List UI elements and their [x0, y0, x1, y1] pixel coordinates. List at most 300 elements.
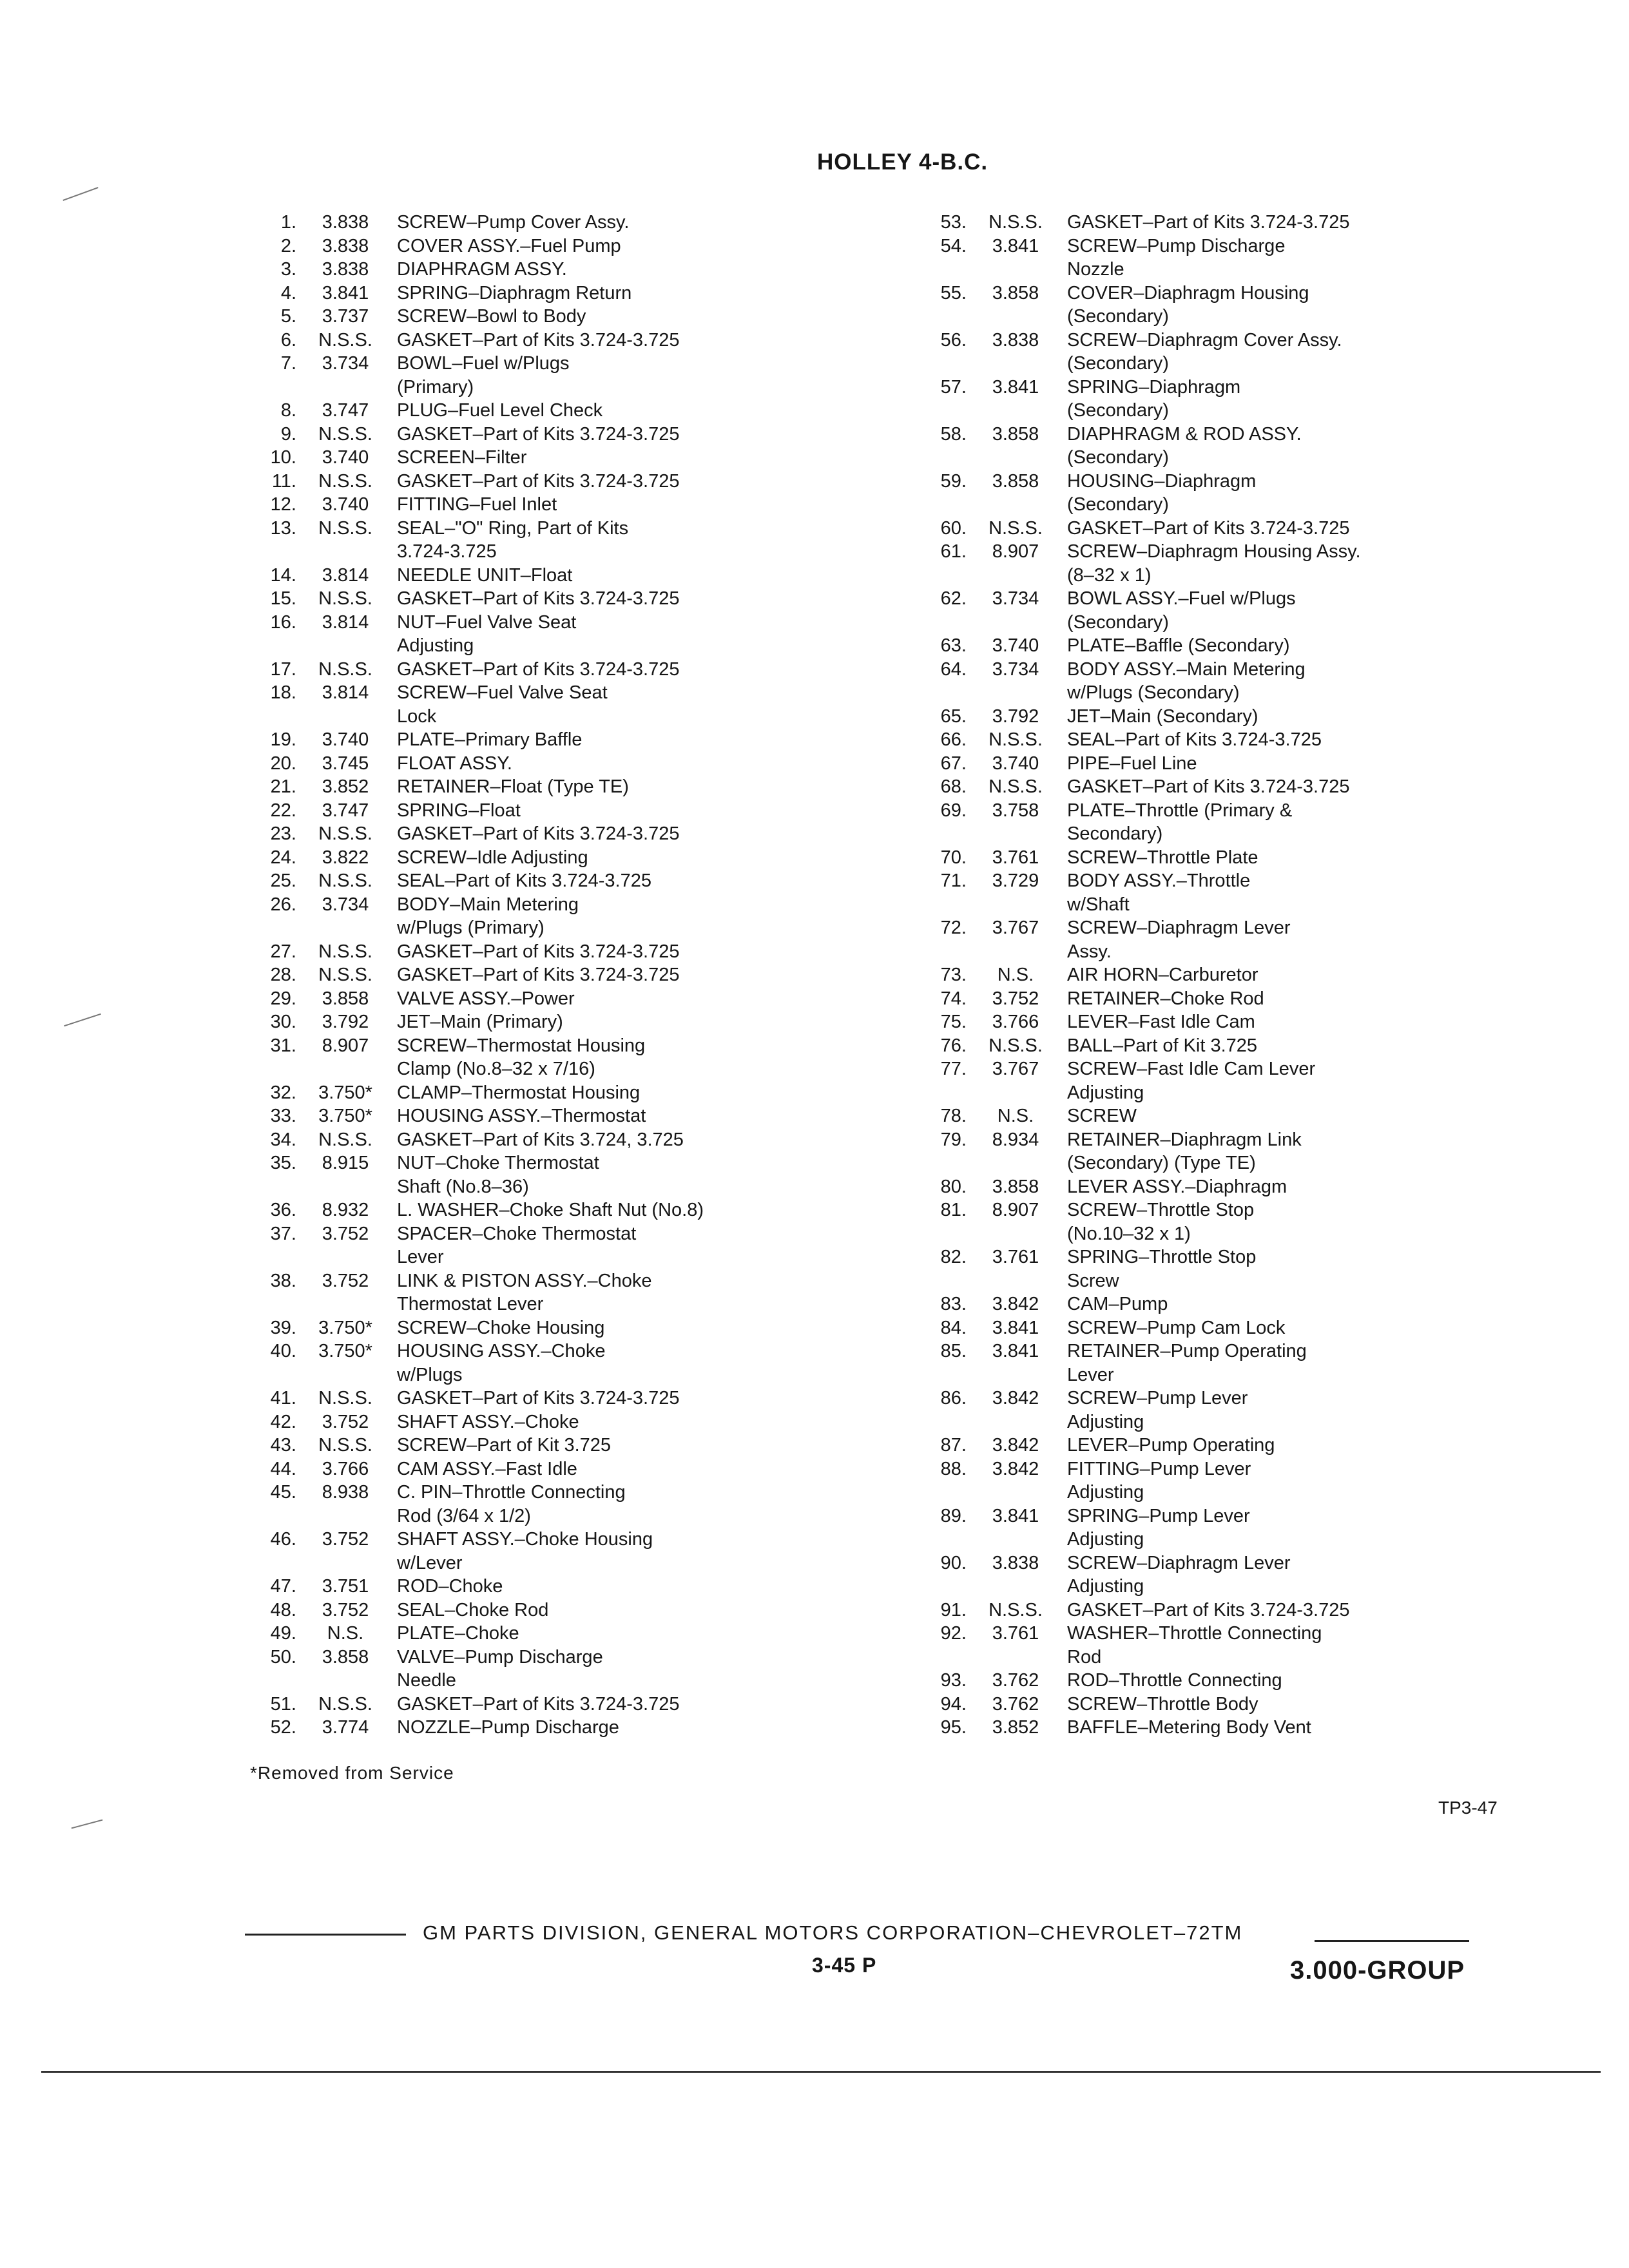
part-number: 11.: [271, 470, 296, 492]
part-entry: [902, 1198, 1547, 1245]
part-description: JET–Main (Primary): [397, 1012, 563, 1032]
part-number: 29.: [270, 988, 296, 1009]
part-entry: [232, 399, 876, 423]
part-number: 73.: [940, 965, 967, 985]
part-entry: [232, 1716, 876, 1740]
part-code: 3.792: [992, 706, 1039, 727]
part-number: 59.: [940, 470, 967, 492]
part-number: 18.: [270, 682, 296, 703]
part-code: 8.907: [992, 541, 1039, 562]
part-code: 3.752: [322, 1599, 369, 1620]
part-description: SPRING–Pump Lever Adjusting: [1067, 1505, 1250, 1550]
part-number: 41.: [270, 1388, 296, 1408]
part-code: 3.838: [322, 235, 369, 256]
part-entry: [232, 446, 876, 470]
part-code: 3.729: [992, 870, 1039, 891]
part-code: 3.766: [322, 1458, 369, 1479]
part-description: PLATE–Throttle (Primary & Secondary): [1067, 800, 1293, 844]
footnote: *Removed from Service: [250, 1763, 454, 1783]
part-description: SCREEN–Filter: [397, 447, 527, 468]
part-entry: [902, 1552, 1547, 1599]
part-code: 8.938: [322, 1482, 369, 1503]
part-code: N.S.S.: [318, 658, 372, 680]
scan-mark: [64, 1014, 101, 1026]
part-description: SCREW–Diaphragm Cover Assy. (Secondary): [1067, 329, 1342, 374]
part-code: 3.734: [992, 658, 1039, 680]
part-entry: [902, 869, 1547, 916]
part-description: GASKET–Part of Kits 3.724-3.725: [397, 941, 680, 962]
part-entry: [902, 235, 1547, 282]
part-number: 50.: [270, 1646, 296, 1667]
part-number: 16.: [270, 611, 296, 633]
part-code: N.S.S.: [318, 1388, 372, 1408]
part-description: SEAL–"O" Ring, Part of Kits 3.724-3.725: [397, 517, 629, 562]
part-description: SPRING–Diaphragm (Secondary): [1067, 376, 1241, 421]
part-entry: [902, 1669, 1547, 1693]
part-entry: [232, 587, 876, 611]
part-description: CAM–Pump: [1067, 1294, 1168, 1314]
part-entry: [232, 940, 876, 964]
part-description: GASKET–Part of Kits 3.724-3.725: [397, 329, 680, 351]
part-description: SCREW–Throttle Body: [1067, 1693, 1258, 1715]
part-number: 56.: [940, 329, 967, 351]
part-number: 4.: [280, 282, 296, 303]
part-entry: [232, 1481, 876, 1528]
part-code: 3.752: [322, 1270, 369, 1291]
part-description: PLUG–Fuel Level Check: [397, 400, 603, 421]
part-entry: [232, 1434, 876, 1457]
part-entry: [902, 1034, 1547, 1058]
part-entry: [902, 752, 1547, 776]
part-description: C. PIN–Throttle Connecting Rod (3/64 x 1/2): [397, 1482, 626, 1526]
part-description: L. WASHER–Choke Shaft Nut (No.8): [397, 1200, 704, 1220]
part-description: SEAL–Choke Rod: [397, 1599, 549, 1620]
part-number: 37.: [270, 1223, 296, 1244]
part-number: 52.: [270, 1717, 296, 1738]
part-number: 89.: [940, 1505, 967, 1526]
part-entry: [232, 329, 876, 352]
part-code: 3.752: [992, 988, 1039, 1009]
part-number: 91.: [940, 1599, 967, 1620]
part-code: N.S.: [997, 1106, 1034, 1126]
part-description: SPRING–Throttle Stop Screw: [1067, 1247, 1257, 1291]
part-number: 90.: [940, 1552, 967, 1573]
part-description: GASKET–Part of Kits 3.724-3.725: [397, 658, 680, 680]
part-description: LINK & PISTON ASSY.–Choke Thermostat Lever: [397, 1270, 652, 1314]
part-number: 30.: [270, 1012, 296, 1032]
part-code: N.S.S.: [318, 1435, 372, 1456]
part-number: 10.: [270, 447, 296, 468]
part-code: 3.838: [992, 1552, 1039, 1573]
part-number: 12.: [270, 494, 296, 515]
part-code: 8.932: [322, 1200, 369, 1220]
part-entry: [902, 423, 1547, 470]
part-description: GASKET–Part of Kits 3.724-3.725: [397, 1388, 680, 1408]
part-description: RETAINER–Choke Rod: [1067, 988, 1264, 1009]
part-number: 83.: [940, 1294, 967, 1314]
part-code: 3.858: [322, 1646, 369, 1667]
part-entry: [232, 423, 876, 447]
part-entry: [232, 611, 876, 658]
part-number: 81.: [940, 1200, 967, 1220]
part-description: HOUSING ASSY.–Choke w/Plugs: [397, 1341, 606, 1385]
part-entry: [902, 517, 1547, 541]
part-number: 60.: [940, 517, 967, 539]
page-title: HOLLEY 4-B.C.: [817, 149, 988, 175]
part-number: 64.: [940, 658, 967, 680]
part-description: BALL–Part of Kit 3.725: [1067, 1035, 1258, 1056]
part-number: 32.: [270, 1082, 296, 1103]
part-code: N.S.S.: [988, 776, 1043, 797]
part-entry: [902, 634, 1547, 658]
part-entry: [232, 258, 876, 282]
part-code: 3.750*: [318, 1341, 372, 1361]
part-number: 38.: [270, 1270, 296, 1291]
part-number: 51.: [270, 1693, 296, 1715]
bottom-rule: [41, 2071, 1601, 2073]
part-description: NUT–Choke Thermostat Shaft (No.8–36): [397, 1153, 599, 1197]
part-number: 34.: [270, 1129, 296, 1150]
part-description: CAM ASSY.–Fast Idle: [397, 1458, 577, 1479]
part-entry: [232, 987, 876, 1011]
part-entry: [902, 587, 1547, 634]
part-entry: [232, 1693, 876, 1716]
part-description: SCREW–Pump Lever Adjusting: [1067, 1388, 1248, 1432]
part-description: ROD–Throttle Connecting: [1067, 1670, 1282, 1691]
part-entry: [902, 1175, 1547, 1199]
part-description: FLOAT ASSY.: [397, 753, 512, 774]
part-number: 25.: [270, 870, 296, 891]
part-code: 3.838: [322, 212, 369, 233]
part-code: 3.740: [992, 635, 1039, 656]
part-description: NOZZLE–Pump Discharge: [397, 1717, 619, 1738]
part-code: 3.740: [322, 447, 369, 468]
part-number: 86.: [940, 1388, 967, 1408]
part-number: 1.: [280, 212, 296, 233]
part-code: 3.752: [322, 1223, 369, 1244]
part-code: 3.751: [322, 1576, 369, 1597]
part-code: 3.750*: [318, 1106, 372, 1126]
part-entry: [902, 1316, 1547, 1340]
part-entry: [902, 1716, 1547, 1740]
part-description: GASKET–Part of Kits 3.724-3.725: [397, 470, 680, 492]
part-code: 3.842: [992, 1435, 1039, 1456]
part-entry: [902, 658, 1547, 705]
part-description: GASKET–Part of Kits 3.724-3.725: [1067, 517, 1350, 539]
part-entry: [902, 705, 1547, 729]
part-code: N.S.: [997, 965, 1034, 985]
part-description: SHAFT ASSY.–Choke Housing w/Lever: [397, 1529, 653, 1573]
part-code: N.S.: [327, 1623, 364, 1644]
part-number: 2.: [280, 235, 296, 256]
part-entry: [232, 658, 876, 682]
part-number: 57.: [940, 376, 967, 398]
part-entry: [902, 1504, 1547, 1552]
part-description: RETAINER–Float (Type TE): [397, 776, 629, 797]
part-entry: [902, 846, 1547, 870]
part-code: 3.852: [322, 776, 369, 797]
part-code: 3.737: [322, 306, 369, 327]
part-code: 3.767: [992, 1059, 1039, 1079]
part-number: 72.: [940, 918, 967, 938]
part-description: PLATE–Primary Baffle: [397, 729, 583, 750]
part-number: 82.: [940, 1247, 967, 1267]
part-number: 63.: [940, 635, 967, 656]
part-code: 3.762: [992, 1693, 1039, 1715]
part-number: 61.: [940, 541, 967, 562]
part-entry: [902, 963, 1547, 987]
part-number: 24.: [270, 847, 296, 868]
part-description: BODY ASSY.–Main Metering w/Plugs (Secondary): [1067, 658, 1306, 703]
part-entry: [232, 1646, 876, 1693]
part-code: 3.734: [322, 894, 369, 915]
part-code: N.S.S.: [318, 423, 372, 445]
part-description: BODY ASSY.–Throttle w/Shaft: [1067, 870, 1251, 915]
part-number: 48.: [270, 1599, 296, 1620]
part-description: NEEDLE UNIT–Float: [397, 564, 573, 586]
part-description: GASKET–Part of Kits 3.724-3.725: [1067, 212, 1350, 233]
part-number: 47.: [270, 1576, 296, 1597]
part-code: 3.740: [322, 729, 369, 750]
part-description: GASKET–Part of Kits 3.724-3.725: [1067, 1599, 1350, 1620]
part-entry: [902, 1693, 1547, 1716]
part-description: SEAL–Part of Kits 3.724-3.725: [1067, 729, 1322, 750]
part-entry: [232, 1340, 876, 1387]
part-code: 3.841: [992, 376, 1039, 398]
part-code: N.S.S.: [988, 517, 1043, 539]
part-description: SCREW–Diaphragm Housing Assy. (8–32 x 1): [1067, 541, 1361, 586]
part-number: 45.: [270, 1482, 296, 1503]
part-entry: [232, 1316, 876, 1340]
part-entry: [902, 1599, 1547, 1622]
document-reference: TP3-47: [1438, 1798, 1498, 1818]
part-number: 95.: [940, 1717, 967, 1738]
part-description: AIR HORN–Carburetor: [1067, 965, 1258, 985]
part-number: 21.: [270, 776, 296, 797]
part-code: N.S.S.: [988, 729, 1043, 750]
part-number: 40.: [270, 1341, 296, 1361]
part-number: 68.: [940, 776, 967, 797]
part-code: N.S.S.: [318, 941, 372, 962]
part-code: 8.934: [992, 1129, 1039, 1150]
part-code: 3.841: [992, 235, 1039, 256]
part-entry: [232, 1622, 876, 1646]
part-description: WASHER–Throttle Connecting Rod: [1067, 1623, 1322, 1667]
part-description: LEVER ASSY.–Diaphragm: [1067, 1176, 1287, 1197]
part-description: SCREW–Part of Kit 3.725: [397, 1435, 612, 1456]
part-code: 3.858: [992, 423, 1039, 445]
part-code: 3.762: [992, 1670, 1039, 1691]
part-number: 27.: [270, 941, 296, 962]
part-description: FITTING–Pump Lever Adjusting: [1067, 1458, 1251, 1503]
part-entry: [232, 352, 876, 399]
part-description: SCREW–Fuel Valve Seat Lock: [397, 682, 608, 727]
part-description: RETAINER–Pump Operating Lever: [1067, 1341, 1307, 1385]
part-description: GASKET–Part of Kits 3.724-3.725: [397, 823, 680, 844]
part-entry: [232, 681, 876, 728]
part-entry: [232, 846, 876, 870]
part-number: 58.: [940, 423, 967, 445]
part-description: PLATE–Choke: [397, 1623, 519, 1644]
part-code: 3.745: [322, 753, 369, 774]
part-code: 3.758: [992, 800, 1039, 821]
part-description: VALVE ASSY.–Power: [397, 988, 575, 1009]
part-description: DIAPHRAGM & ROD ASSY. (Secondary): [1067, 423, 1302, 468]
scan-mark: [63, 187, 98, 201]
part-number: 3.: [280, 259, 296, 280]
part-description: GASKET–Part of Kits 3.724-3.725: [397, 1693, 680, 1715]
part-entry: [232, 211, 876, 235]
part-number: 20.: [270, 753, 296, 774]
part-description: SHAFT ASSY.–Choke: [397, 1411, 579, 1432]
part-description: SCREW–Bowl to Body: [397, 306, 586, 327]
part-code: 3.740: [992, 753, 1039, 774]
part-code: 3.858: [992, 282, 1039, 303]
part-code: N.S.S.: [318, 965, 372, 985]
part-description: SCREW–Diaphragm Lever Assy.: [1067, 918, 1291, 962]
part-code: N.S.S.: [318, 1693, 372, 1715]
part-code: N.S.S.: [988, 1035, 1043, 1056]
part-entry: [232, 1575, 876, 1599]
part-description: SCREW–Idle Adjusting: [397, 847, 588, 868]
part-description: GASKET–Part of Kits 3.724-3.725: [397, 588, 680, 609]
part-entry: [902, 1434, 1547, 1457]
part-number: 88.: [940, 1458, 967, 1479]
part-entry: [232, 1104, 876, 1128]
part-description: DIAPHRAGM ASSY.: [397, 259, 567, 280]
part-entry: [232, 775, 876, 799]
part-number: 75.: [940, 1012, 967, 1032]
part-entry: [902, 1293, 1547, 1316]
part-entry: [232, 1222, 876, 1269]
part-code: 3.750*: [318, 1317, 372, 1338]
part-number: 8.: [280, 400, 296, 421]
part-entry: [902, 1387, 1547, 1434]
part-number: 15.: [270, 588, 296, 609]
part-code: 3.842: [992, 1294, 1039, 1314]
part-description: ROD–Choke: [397, 1576, 503, 1597]
part-number: 42.: [270, 1411, 296, 1432]
part-number: 22.: [270, 800, 296, 821]
part-number: 19.: [270, 729, 296, 750]
parts-list-right: [902, 211, 1547, 1740]
part-number: 79.: [940, 1129, 967, 1150]
part-description: SCREW–Fast Idle Cam Lever Adjusting: [1067, 1059, 1316, 1103]
part-number: 28.: [270, 965, 296, 985]
part-entry: [232, 963, 876, 987]
part-description: HOUSING ASSY.–Thermostat: [397, 1106, 646, 1126]
part-entry: [232, 1387, 876, 1410]
part-code: N.S.S.: [318, 517, 372, 539]
part-description: SCREW–Choke Housing: [397, 1317, 605, 1338]
part-entry: [902, 540, 1547, 587]
part-entry: [232, 822, 876, 846]
part-number: 44.: [270, 1458, 296, 1479]
page-number: 3-45 P: [812, 1954, 877, 1977]
part-code: N.S.S.: [318, 329, 372, 351]
part-entry: [232, 1010, 876, 1034]
part-number: 13.: [270, 517, 296, 539]
part-description: SCREW–Throttle Plate: [1067, 847, 1258, 868]
part-entry: [902, 1457, 1547, 1504]
part-number: 31.: [270, 1035, 296, 1056]
part-entry: [902, 470, 1547, 517]
part-number: 35.: [270, 1153, 296, 1173]
part-entry: [232, 893, 876, 940]
part-description: PLATE–Baffle (Secondary): [1067, 635, 1290, 656]
part-code: 3.761: [992, 847, 1039, 868]
part-code: N.S.S.: [318, 588, 372, 609]
part-code: 3.814: [322, 682, 369, 703]
part-code: 3.858: [992, 1176, 1039, 1197]
part-description: BOWL ASSY.–Fuel w/Plugs (Secondary): [1067, 588, 1296, 633]
part-code: 3.858: [322, 988, 369, 1009]
part-code: 3.761: [992, 1247, 1039, 1267]
part-code: 3.752: [322, 1529, 369, 1550]
part-code: 3.734: [322, 353, 369, 374]
part-number: 70.: [940, 847, 967, 868]
part-number: 80.: [940, 1176, 967, 1197]
part-description: SPACER–Choke Thermostat Lever: [397, 1223, 637, 1267]
part-entry: [232, 305, 876, 329]
part-number: 69.: [940, 800, 967, 821]
part-code: N.S.S.: [318, 470, 372, 492]
part-code: 3.841: [992, 1317, 1039, 1338]
part-number: 93.: [940, 1670, 967, 1691]
part-code: 3.734: [992, 588, 1039, 609]
part-number: 9.: [280, 423, 296, 445]
part-code: 3.750*: [318, 1082, 372, 1103]
part-entry: [232, 1410, 876, 1434]
part-code: 8.915: [322, 1153, 369, 1173]
part-code: 3.814: [322, 564, 369, 586]
part-entry: [902, 376, 1547, 423]
part-description: BODY–Main Metering w/Plugs (Primary): [397, 894, 579, 938]
part-code: 3.838: [992, 329, 1039, 351]
part-description: BOWL–Fuel w/Plugs (Primary): [397, 353, 570, 398]
part-entry: [232, 282, 876, 305]
part-entry: [232, 1081, 876, 1105]
part-description: SCREW–Pump Cam Lock: [1067, 1317, 1286, 1338]
part-number: 66.: [940, 729, 967, 750]
part-code: 3.841: [992, 1505, 1039, 1526]
part-description: BAFFLE–Metering Body Vent: [1067, 1717, 1311, 1738]
part-number: 7.: [280, 353, 296, 374]
part-description: CLAMP–Thermostat Housing: [397, 1082, 641, 1103]
part-entry: [232, 752, 876, 776]
part-entry: [232, 799, 876, 823]
part-number: 78.: [940, 1106, 967, 1126]
part-code: N.S.S.: [318, 870, 372, 891]
part-entry: [232, 1128, 876, 1152]
part-number: 17.: [270, 658, 296, 680]
part-entry: [902, 775, 1547, 799]
part-code: 3.842: [992, 1458, 1039, 1479]
part-entry: [902, 728, 1547, 752]
part-number: 67.: [940, 753, 967, 774]
part-description: SEAL–Part of Kits 3.724-3.725: [397, 870, 651, 891]
group-label: 3.000-GROUP: [1290, 1956, 1465, 1984]
part-entry: [902, 799, 1547, 846]
part-description: SCREW–Throttle Stop (No.10–32 x 1): [1067, 1200, 1255, 1244]
part-number: 74.: [940, 988, 967, 1009]
part-entry: [902, 1245, 1547, 1293]
part-code: N.S.S.: [988, 1599, 1043, 1620]
part-code: 3.740: [322, 494, 369, 515]
part-code: 3.766: [992, 1012, 1039, 1032]
footer-rule-right: [1315, 1940, 1469, 1942]
part-code: 3.774: [322, 1717, 369, 1738]
